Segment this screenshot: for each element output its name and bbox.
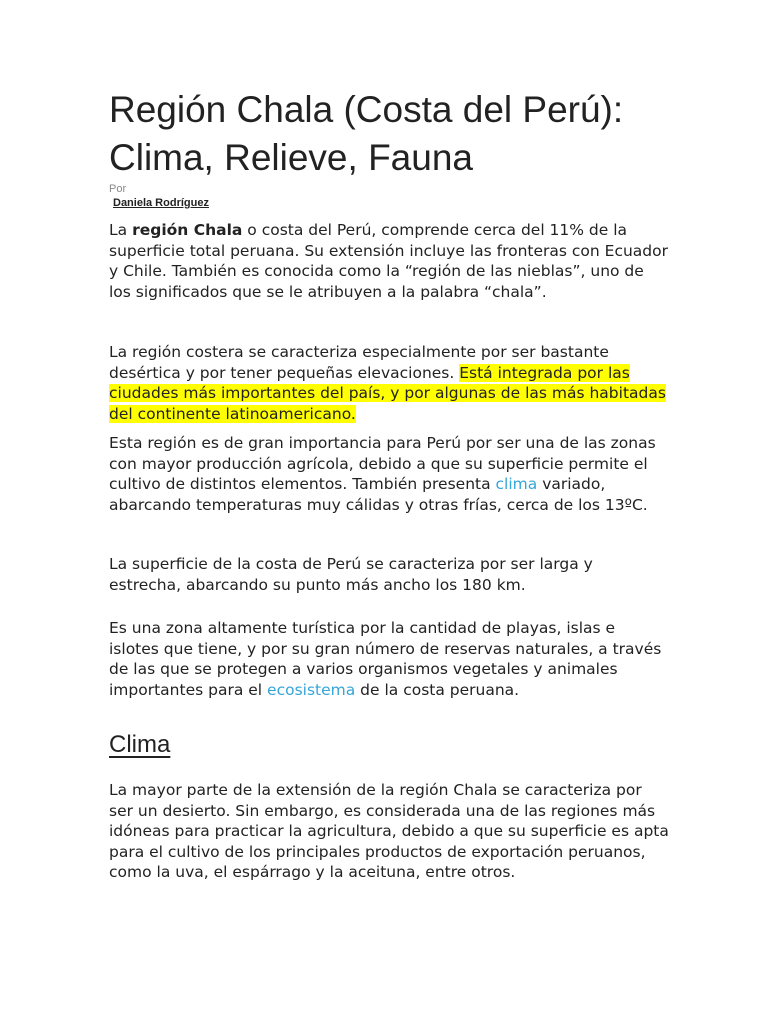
paragraph-clima: La mayor parte de la extensión de la región Chala se caracteriza por ser un desierto. Sin embargo, es considerada una de las regiones más idóneas para practicar la agricultura, debido a que su superficie es apta para el cultivo de los principales productos de exportación peruanos, como la uva, el espárrago y la aceituna, entre otros. xyxy=(109,781,669,881)
p5-text-post: de la costa peruana. xyxy=(355,680,520,699)
p1-text-pre: La xyxy=(109,221,133,239)
p1-bold-term: región Chala xyxy=(132,221,243,239)
byline-label: Por xyxy=(109,183,127,195)
section-heading-clima: Clima xyxy=(109,731,171,758)
ecosistema-link[interactable]: ecosistema xyxy=(267,680,356,699)
clima-link[interactable]: clima xyxy=(495,475,538,493)
p5-text-pre: Es una zona altamente turística por la cantidad de playas, islas e islotes que tiene, y por su gran número de reservas naturales, a través de las que se protegen a varios organismos vegetales y animales importantes para el xyxy=(109,619,662,699)
paragraph-surface: La superficie de la costa de Perú se caracteriza por ser larga y estrecha, abarcando su punto más ancho los 180 km. xyxy=(109,555,593,594)
paragraph-tourism xyxy=(109,618,669,700)
p3-text-post: variado, abarcando temperaturas muy cálidas y otras frías, cerca de los 13ºC. xyxy=(109,475,648,514)
p2-highlighted-text: Está integrada por las ciudades más importantes del país, y por algunas de las más habitadas del continente latinoamericano. xyxy=(109,363,666,423)
article-title: Región Chala (Costa del Perú): Clima, Relieve, Fauna xyxy=(109,89,624,178)
p2-text-pre: La región costera se caracteriza especialmente por ser bastante desértica y por tener pequeñas elevaciones. xyxy=(109,343,609,382)
paragraph-importance xyxy=(109,433,669,515)
p1-text-post: o costa del Perú, comprende cerca del 11% de la superficie total peruana. Su extensión incluye las fronteras con Ecuador y Chile. También es conocida como la “región de las nieblas”, uno de los significados que se le atribuyen a la palabra “chala”. xyxy=(109,221,668,301)
p3-text-pre: Esta región es de gran importancia para Perú por ser una de las zonas con mayor producción agrícola, debido a que su superficie permite el cultivo de distintos elementos. También presenta xyxy=(109,434,656,493)
author-link[interactable]: Daniela Rodríguez xyxy=(113,197,209,209)
paragraph-intro xyxy=(109,220,669,302)
paragraph-coastal xyxy=(109,342,669,424)
